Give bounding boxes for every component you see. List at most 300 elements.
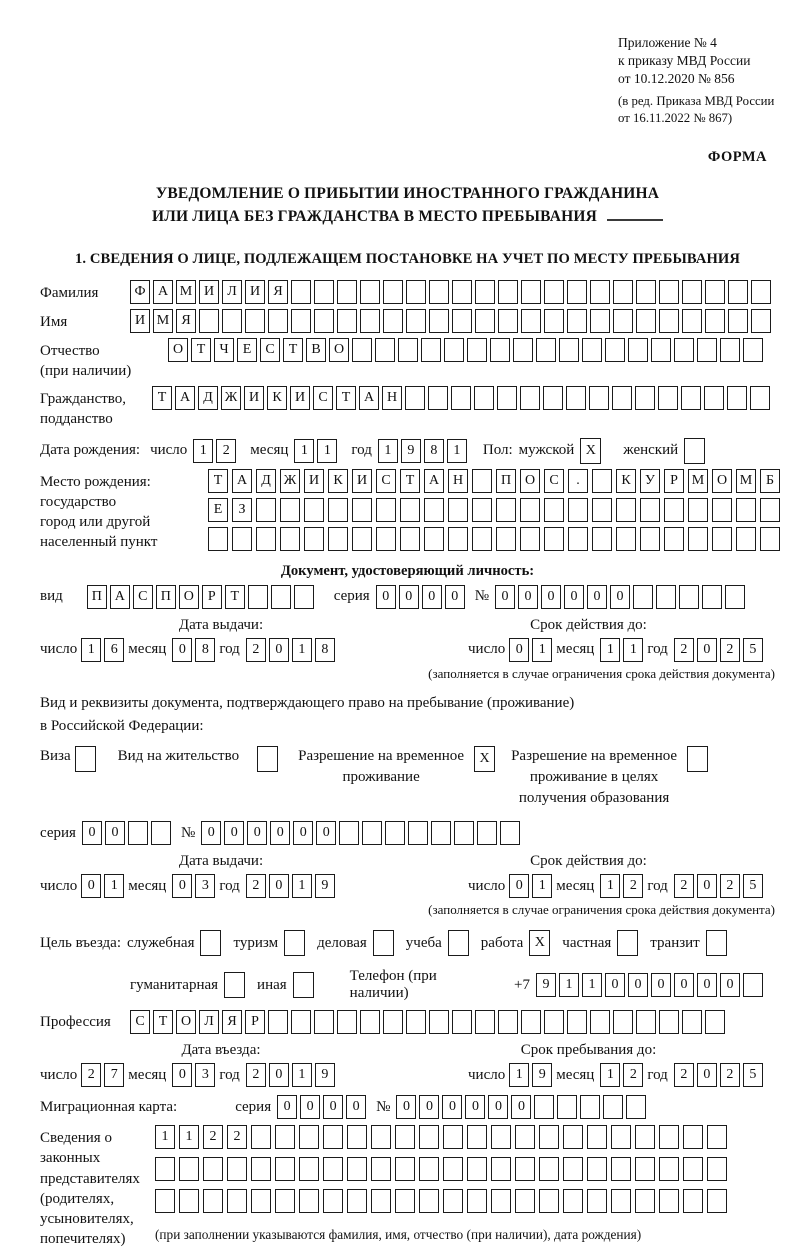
char-cell[interactable]: 0	[628, 973, 648, 997]
char-cell[interactable]	[444, 338, 464, 362]
char-cell[interactable]	[613, 280, 633, 304]
char-cell[interactable]	[664, 527, 684, 551]
char-cell[interactable]: 5	[743, 638, 763, 662]
char-cell[interactable]	[589, 386, 609, 410]
char-cell[interactable]	[256, 527, 276, 551]
char-cell[interactable]	[337, 280, 357, 304]
char-cell[interactable]	[720, 338, 740, 362]
char-cell[interactable]	[424, 527, 444, 551]
char-cell[interactable]	[375, 338, 395, 362]
char-cell[interactable]: 0	[81, 874, 101, 898]
char-cell[interactable]: 0	[224, 821, 244, 845]
char-cell[interactable]: А	[175, 386, 195, 410]
char-cell[interactable]	[291, 1010, 311, 1034]
char-cell[interactable]: 2	[203, 1125, 223, 1149]
char-cell[interactable]	[521, 280, 541, 304]
char-cell[interactable]: И	[290, 386, 310, 410]
char-cell[interactable]	[179, 1189, 199, 1213]
char-cell[interactable]	[314, 1010, 334, 1034]
char-cell[interactable]: И	[130, 309, 150, 333]
char-cell[interactable]	[339, 821, 359, 845]
char-cell[interactable]: Я	[176, 309, 196, 333]
char-cell[interactable]: Р	[664, 469, 684, 493]
char-cell[interactable]: 0	[564, 585, 584, 609]
char-cell[interactable]: С	[133, 585, 153, 609]
char-cell[interactable]	[626, 1095, 646, 1119]
char-cell[interactable]: С	[544, 469, 564, 493]
char-cell[interactable]: 1	[582, 973, 602, 997]
char-cell[interactable]	[448, 498, 468, 522]
char-cell[interactable]: X	[580, 438, 601, 464]
char-cell[interactable]: А	[232, 469, 252, 493]
char-cell[interactable]	[448, 527, 468, 551]
char-cell[interactable]: Н	[382, 386, 402, 410]
char-cell[interactable]: И	[304, 469, 324, 493]
char-cell[interactable]: 2	[246, 874, 266, 898]
char-cell[interactable]: 0	[172, 638, 192, 662]
char-cell[interactable]: 1	[81, 638, 101, 662]
char-cell[interactable]	[544, 498, 564, 522]
char-cell[interactable]: К	[616, 469, 636, 493]
char-cell[interactable]	[557, 1095, 577, 1119]
char-cell[interactable]	[543, 386, 563, 410]
char-cell[interactable]: 0	[269, 874, 289, 898]
char-cell[interactable]	[352, 338, 372, 362]
char-cell[interactable]: 2	[81, 1063, 101, 1087]
char-cell[interactable]	[688, 498, 708, 522]
char-cell[interactable]: 1	[104, 874, 124, 898]
char-cell[interactable]: 0	[376, 585, 396, 609]
char-cell[interactable]: 7	[104, 1063, 124, 1087]
char-cell[interactable]	[352, 498, 372, 522]
char-cell[interactable]	[275, 1157, 295, 1181]
char-cell[interactable]	[635, 386, 655, 410]
char-cell[interactable]: 2	[623, 874, 643, 898]
char-cell[interactable]	[299, 1125, 319, 1149]
char-cell[interactable]	[299, 1157, 319, 1181]
char-cell[interactable]: М	[736, 469, 756, 493]
char-cell[interactable]: О	[712, 469, 732, 493]
char-cell[interactable]: К	[328, 469, 348, 493]
char-cell[interactable]: 0	[697, 1063, 717, 1087]
char-cell[interactable]: С	[313, 386, 333, 410]
char-cell[interactable]	[395, 1125, 415, 1149]
char-cell[interactable]: Р	[202, 585, 222, 609]
char-cell[interactable]: Т	[225, 585, 245, 609]
char-cell[interactable]	[248, 585, 268, 609]
char-cell[interactable]	[683, 1125, 703, 1149]
char-cell[interactable]: 0	[518, 585, 538, 609]
char-cell[interactable]: Б	[760, 469, 780, 493]
char-cell[interactable]	[500, 821, 520, 845]
char-cell[interactable]: 0	[82, 821, 102, 845]
char-cell[interactable]: С	[130, 1010, 150, 1034]
char-cell[interactable]	[383, 1010, 403, 1034]
char-cell[interactable]: 0	[396, 1095, 416, 1119]
char-cell[interactable]	[496, 527, 516, 551]
char-cell[interactable]	[477, 821, 497, 845]
char-cell[interactable]: Т	[336, 386, 356, 410]
char-cell[interactable]	[656, 585, 676, 609]
char-cell[interactable]	[467, 1189, 487, 1213]
char-cell[interactable]: Д	[198, 386, 218, 410]
char-cell[interactable]	[683, 1157, 703, 1181]
char-cell[interactable]: Л	[222, 280, 242, 304]
char-cell[interactable]	[513, 338, 533, 362]
char-cell[interactable]	[443, 1189, 463, 1213]
char-cell[interactable]	[251, 1157, 271, 1181]
char-cell[interactable]: 0	[399, 585, 419, 609]
char-cell[interactable]	[347, 1125, 367, 1149]
char-cell[interactable]	[200, 930, 221, 956]
char-cell[interactable]	[563, 1157, 583, 1181]
char-cell[interactable]	[544, 527, 564, 551]
char-cell[interactable]: 0	[511, 1095, 531, 1119]
char-cell[interactable]	[750, 386, 770, 410]
char-cell[interactable]	[728, 280, 748, 304]
char-cell[interactable]	[467, 1157, 487, 1181]
char-cell[interactable]	[705, 1010, 725, 1034]
char-cell[interactable]	[208, 527, 228, 551]
char-cell[interactable]	[659, 280, 679, 304]
char-cell[interactable]: 1	[193, 439, 213, 463]
char-cell[interactable]: М	[153, 309, 173, 333]
char-cell[interactable]	[520, 386, 540, 410]
char-cell[interactable]	[682, 309, 702, 333]
char-cell[interactable]	[592, 469, 612, 493]
char-cell[interactable]	[743, 973, 763, 997]
char-cell[interactable]	[496, 498, 516, 522]
char-cell[interactable]	[280, 498, 300, 522]
char-cell[interactable]	[515, 1157, 535, 1181]
char-cell[interactable]: 2	[246, 1063, 266, 1087]
char-cell[interactable]: Ж	[280, 469, 300, 493]
char-cell[interactable]	[563, 1189, 583, 1213]
char-cell[interactable]: О	[168, 338, 188, 362]
char-cell[interactable]	[567, 280, 587, 304]
char-cell[interactable]: Т	[191, 338, 211, 362]
char-cell[interactable]: И	[199, 280, 219, 304]
char-cell[interactable]: 0	[269, 1063, 289, 1087]
char-cell[interactable]	[227, 1157, 247, 1181]
char-cell[interactable]: 1	[292, 874, 312, 898]
char-cell[interactable]	[222, 309, 242, 333]
char-cell[interactable]	[687, 746, 708, 772]
char-cell[interactable]	[472, 498, 492, 522]
char-cell[interactable]	[448, 930, 469, 956]
char-cell[interactable]: 9	[315, 1063, 335, 1087]
char-cell[interactable]	[251, 1125, 271, 1149]
char-cell[interactable]	[539, 1189, 559, 1213]
char-cell[interactable]: 2	[227, 1125, 247, 1149]
char-cell[interactable]	[421, 338, 441, 362]
char-cell[interactable]	[291, 280, 311, 304]
char-cell[interactable]	[534, 1095, 554, 1119]
char-cell[interactable]	[617, 930, 638, 956]
char-cell[interactable]	[568, 498, 588, 522]
char-cell[interactable]: 0	[105, 821, 125, 845]
char-cell[interactable]	[284, 930, 305, 956]
char-cell[interactable]: 6	[104, 638, 124, 662]
char-cell[interactable]	[707, 1157, 727, 1181]
char-cell[interactable]	[337, 1010, 357, 1034]
char-cell[interactable]	[498, 280, 518, 304]
char-cell[interactable]	[635, 1189, 655, 1213]
char-cell[interactable]	[659, 1189, 679, 1213]
char-cell[interactable]	[251, 1189, 271, 1213]
char-cell[interactable]	[385, 821, 405, 845]
char-cell[interactable]	[405, 386, 425, 410]
char-cell[interactable]: 9	[532, 1063, 552, 1087]
char-cell[interactable]	[684, 438, 705, 464]
char-cell[interactable]	[337, 309, 357, 333]
char-cell[interactable]: 0	[172, 1063, 192, 1087]
char-cell[interactable]	[491, 1125, 511, 1149]
char-cell[interactable]	[633, 585, 653, 609]
char-cell[interactable]	[587, 1189, 607, 1213]
char-cell[interactable]	[704, 386, 724, 410]
char-cell[interactable]: 0	[651, 973, 671, 997]
char-cell[interactable]	[567, 309, 587, 333]
char-cell[interactable]: 0	[293, 821, 313, 845]
char-cell[interactable]	[613, 1010, 633, 1034]
char-cell[interactable]	[275, 1189, 295, 1213]
char-cell[interactable]	[151, 821, 171, 845]
char-cell[interactable]: 9	[536, 973, 556, 997]
char-cell[interactable]	[705, 280, 725, 304]
char-cell[interactable]	[472, 527, 492, 551]
char-cell[interactable]: О	[520, 469, 540, 493]
char-cell[interactable]	[491, 1189, 511, 1213]
char-cell[interactable]: Ч	[214, 338, 234, 362]
char-cell[interactable]	[521, 1010, 541, 1034]
char-cell[interactable]	[566, 386, 586, 410]
char-cell[interactable]	[520, 498, 540, 522]
char-cell[interactable]	[539, 1157, 559, 1181]
char-cell[interactable]	[203, 1189, 223, 1213]
char-cell[interactable]	[383, 309, 403, 333]
char-cell[interactable]	[293, 972, 314, 998]
char-cell[interactable]: 0	[465, 1095, 485, 1119]
char-cell[interactable]: 0	[697, 973, 717, 997]
char-cell[interactable]	[347, 1189, 367, 1213]
char-cell[interactable]	[636, 1010, 656, 1034]
char-cell[interactable]	[268, 309, 288, 333]
char-cell[interactable]	[636, 280, 656, 304]
char-cell[interactable]	[398, 338, 418, 362]
char-cell[interactable]: 0	[172, 874, 192, 898]
char-cell[interactable]	[568, 527, 588, 551]
char-cell[interactable]: 0	[316, 821, 336, 845]
char-cell[interactable]: Т	[400, 469, 420, 493]
char-cell[interactable]: П	[156, 585, 176, 609]
char-cell[interactable]	[452, 280, 472, 304]
char-cell[interactable]: 0	[269, 638, 289, 662]
char-cell[interactable]: О	[179, 585, 199, 609]
char-cell[interactable]	[347, 1157, 367, 1181]
char-cell[interactable]: 0	[419, 1095, 439, 1119]
char-cell[interactable]	[521, 309, 541, 333]
char-cell[interactable]: Т	[283, 338, 303, 362]
char-cell[interactable]	[697, 338, 717, 362]
char-cell[interactable]: 1	[294, 439, 314, 463]
char-cell[interactable]	[475, 309, 495, 333]
char-cell[interactable]: О	[329, 338, 349, 362]
char-cell[interactable]	[328, 527, 348, 551]
char-cell[interactable]	[155, 1157, 175, 1181]
char-cell[interactable]: 0	[346, 1095, 366, 1119]
char-cell[interactable]: У	[640, 469, 660, 493]
char-cell[interactable]: 0	[422, 585, 442, 609]
char-cell[interactable]	[544, 280, 564, 304]
char-cell[interactable]	[275, 1125, 295, 1149]
char-cell[interactable]	[371, 1157, 391, 1181]
char-cell[interactable]	[383, 280, 403, 304]
char-cell[interactable]: 1	[292, 1063, 312, 1087]
char-cell[interactable]	[705, 309, 725, 333]
char-cell[interactable]	[674, 338, 694, 362]
char-cell[interactable]: Я	[268, 280, 288, 304]
char-cell[interactable]: Н	[448, 469, 468, 493]
char-cell[interactable]	[428, 386, 448, 410]
char-cell[interactable]: З	[232, 498, 252, 522]
char-cell[interactable]: Р	[245, 1010, 265, 1034]
char-cell[interactable]: 1	[447, 439, 467, 463]
char-cell[interactable]: 0	[541, 585, 561, 609]
char-cell[interactable]	[640, 498, 660, 522]
char-cell[interactable]: 1	[155, 1125, 175, 1149]
char-cell[interactable]: 0	[323, 1095, 343, 1119]
char-cell[interactable]	[352, 527, 372, 551]
char-cell[interactable]: Е	[208, 498, 228, 522]
char-cell[interactable]: 0	[509, 874, 529, 898]
char-cell[interactable]: 1	[600, 638, 620, 662]
char-cell[interactable]: 0	[605, 973, 625, 997]
char-cell[interactable]	[635, 1125, 655, 1149]
char-cell[interactable]: А	[153, 280, 173, 304]
char-cell[interactable]: 0	[247, 821, 267, 845]
char-cell[interactable]: 2	[674, 1063, 694, 1087]
char-cell[interactable]	[728, 309, 748, 333]
char-cell[interactable]	[443, 1125, 463, 1149]
char-cell[interactable]	[179, 1157, 199, 1181]
char-cell[interactable]: 2	[674, 874, 694, 898]
char-cell[interactable]: 3	[195, 1063, 215, 1087]
char-cell[interactable]	[751, 280, 771, 304]
char-cell[interactable]	[323, 1125, 343, 1149]
char-cell[interactable]: 0	[697, 874, 717, 898]
char-cell[interactable]	[451, 386, 471, 410]
char-cell[interactable]	[520, 527, 540, 551]
char-cell[interactable]: 5	[743, 1063, 763, 1087]
char-cell[interactable]	[376, 498, 396, 522]
char-cell[interactable]	[659, 1125, 679, 1149]
char-cell[interactable]: 1	[559, 973, 579, 997]
char-cell[interactable]: 8	[315, 638, 335, 662]
char-cell[interactable]	[323, 1157, 343, 1181]
char-cell[interactable]: М	[688, 469, 708, 493]
char-cell[interactable]: 1	[600, 1063, 620, 1087]
char-cell[interactable]	[707, 1189, 727, 1213]
char-cell[interactable]	[299, 1189, 319, 1213]
char-cell[interactable]	[636, 309, 656, 333]
char-cell[interactable]	[362, 821, 382, 845]
char-cell[interactable]	[467, 338, 487, 362]
char-cell[interactable]: 0	[509, 638, 529, 662]
char-cell[interactable]	[224, 972, 245, 998]
char-cell[interactable]	[712, 498, 732, 522]
char-cell[interactable]	[539, 1125, 559, 1149]
char-cell[interactable]: 1	[600, 874, 620, 898]
char-cell[interactable]	[406, 1010, 426, 1034]
char-cell[interactable]	[640, 527, 660, 551]
char-cell[interactable]: 2	[623, 1063, 643, 1087]
char-cell[interactable]	[706, 930, 727, 956]
char-cell[interactable]	[611, 1157, 631, 1181]
char-cell[interactable]	[497, 386, 517, 410]
char-cell[interactable]: Т	[152, 386, 172, 410]
char-cell[interactable]: 0	[674, 973, 694, 997]
char-cell[interactable]	[590, 1010, 610, 1034]
char-cell[interactable]: 2	[216, 439, 236, 463]
char-cell[interactable]	[760, 498, 780, 522]
char-cell[interactable]: 9	[315, 874, 335, 898]
char-cell[interactable]	[743, 338, 763, 362]
char-cell[interactable]: 0	[277, 1095, 297, 1119]
char-cell[interactable]	[360, 309, 380, 333]
char-cell[interactable]: 2	[674, 638, 694, 662]
char-cell[interactable]: 0	[442, 1095, 462, 1119]
char-cell[interactable]: В	[306, 338, 326, 362]
char-cell[interactable]	[257, 746, 278, 772]
char-cell[interactable]	[682, 280, 702, 304]
char-cell[interactable]: А	[359, 386, 379, 410]
char-cell[interactable]: Е	[237, 338, 257, 362]
char-cell[interactable]	[452, 309, 472, 333]
char-cell[interactable]: Д	[256, 469, 276, 493]
char-cell[interactable]: 1	[292, 638, 312, 662]
char-cell[interactable]: X	[474, 746, 495, 772]
char-cell[interactable]	[491, 1157, 511, 1181]
char-cell[interactable]	[452, 1010, 472, 1034]
char-cell[interactable]: И	[244, 386, 264, 410]
char-cell[interactable]	[683, 1189, 703, 1213]
char-cell[interactable]: 0	[610, 585, 630, 609]
char-cell[interactable]: 5	[743, 874, 763, 898]
char-cell[interactable]	[702, 585, 722, 609]
char-cell[interactable]	[658, 386, 678, 410]
char-cell[interactable]	[515, 1125, 535, 1149]
char-cell[interactable]	[245, 309, 265, 333]
char-cell[interactable]: 1	[532, 874, 552, 898]
char-cell[interactable]	[232, 527, 252, 551]
char-cell[interactable]	[454, 821, 474, 845]
char-cell[interactable]	[474, 386, 494, 410]
char-cell[interactable]	[475, 280, 495, 304]
char-cell[interactable]	[592, 527, 612, 551]
char-cell[interactable]: 2	[720, 874, 740, 898]
char-cell[interactable]	[155, 1189, 175, 1213]
char-cell[interactable]: 3	[195, 874, 215, 898]
char-cell[interactable]	[563, 1125, 583, 1149]
char-cell[interactable]	[544, 1010, 564, 1034]
char-cell[interactable]: П	[87, 585, 107, 609]
char-cell[interactable]: 1	[317, 439, 337, 463]
char-cell[interactable]	[400, 527, 420, 551]
char-cell[interactable]	[419, 1189, 439, 1213]
char-cell[interactable]	[590, 280, 610, 304]
char-cell[interactable]	[582, 338, 602, 362]
